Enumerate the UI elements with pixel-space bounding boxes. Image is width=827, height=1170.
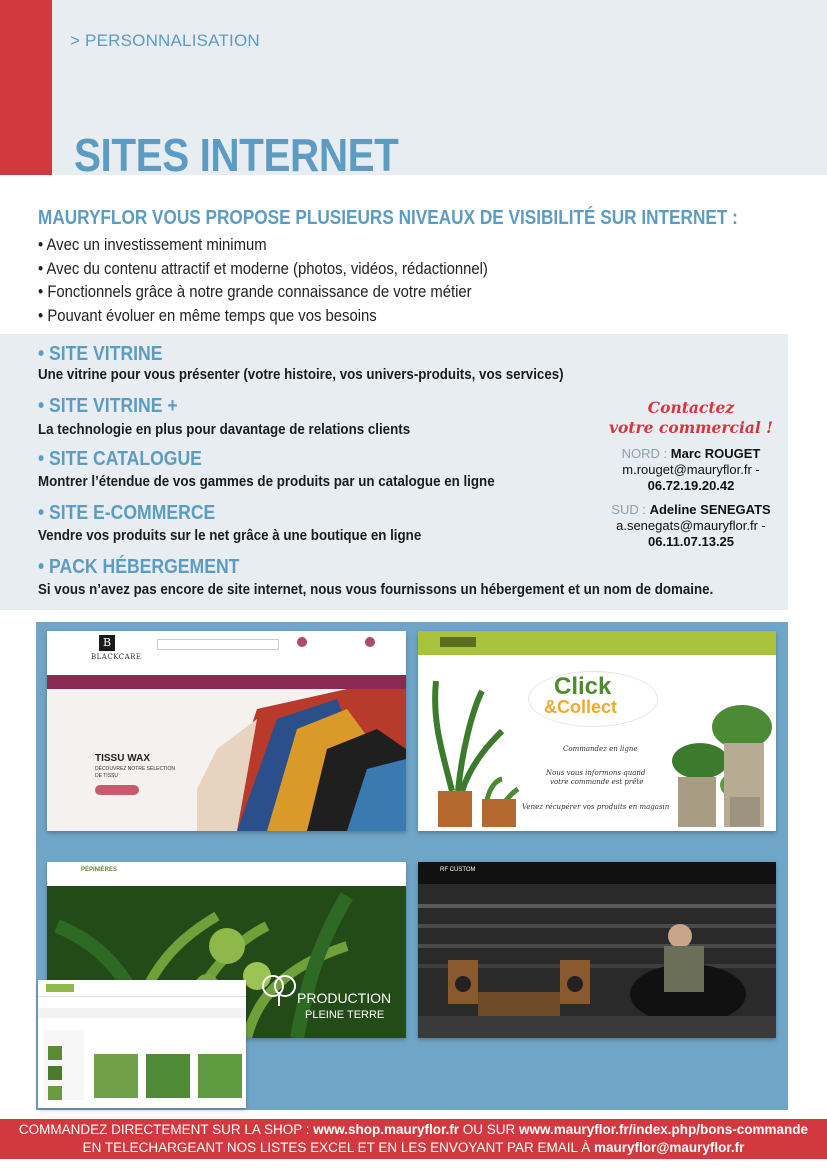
offer-desc: La technologie en plus pour davantage de relations clients <box>38 422 411 438</box>
offer-title: • SITE E-COMMERCE <box>38 502 216 524</box>
site-header <box>47 862 406 886</box>
offer-title: • PACK HÉBERGEMENT <box>38 556 240 578</box>
contact-heading-line: Contactez <box>647 398 735 417</box>
contact-phone[interactable]: 06.11.07.13.25 <box>647 534 735 549</box>
wax-fabric-image <box>197 689 406 831</box>
site-nav-bar <box>47 675 406 689</box>
region-label: NORD : <box>621 446 671 461</box>
site-brand: PÉPINIÈRES <box>81 867 118 873</box>
contact-heading-line: votre commercial ! <box>609 418 773 437</box>
intro-list <box>38 234 538 328</box>
product-thumb <box>48 1046 62 1060</box>
step-text: Nous vous informons quand <box>546 769 646 777</box>
screenshot-gallery <box>36 622 788 1110</box>
footer-line <box>0 1140 827 1155</box>
cart-icon <box>365 637 375 647</box>
site-search-input <box>157 639 279 650</box>
site-nav-bar <box>418 862 776 884</box>
order-forms-link[interactable]: www.mauryflor.fr/index.php/bons-commande <box>519 1122 809 1137</box>
badge-line: Click <box>554 673 612 700</box>
step-text: Venez récupérer vos produits en magasin <box>522 803 670 811</box>
product-image <box>198 1054 242 1098</box>
page-title: SITES INTERNET <box>74 129 399 181</box>
badge-line: &Collect <box>544 697 618 717</box>
phone-icon <box>297 637 307 647</box>
list-item: • Avec un investissement minimum <box>38 236 267 254</box>
product-image <box>146 1054 190 1098</box>
offer-title: • SITE CATALOGUE <box>38 448 202 470</box>
footer-text: COMMANDEZ DIRECTEMENT SUR LA SHOP : <box>18 1122 314 1137</box>
offer-pack-hebergement <box>38 556 772 599</box>
living-room-photo <box>418 884 776 1038</box>
shop-link[interactable]: www.shop.mauryflor.fr <box>313 1122 459 1137</box>
contact-sud <box>596 502 786 518</box>
offer-title: • SITE VITRINE <box>38 343 163 365</box>
contact-name: Adeline SENEGATS <box>649 502 771 517</box>
product-thumb <box>48 1086 62 1100</box>
footer-banner <box>0 1119 827 1159</box>
logo-icon <box>440 637 476 647</box>
contact-email[interactable]: a.senegats@mauryflor.fr - <box>616 518 766 533</box>
screenshot-rf-custom <box>418 862 776 1038</box>
site-brand: RF CUSTOM <box>440 867 476 873</box>
tree-icon <box>259 966 299 1006</box>
logo-icon: B <box>99 635 115 651</box>
list-item: • Fonctionnels grâce à notre grande connaissance de votre métier <box>38 283 472 302</box>
product-image <box>94 1054 138 1098</box>
hero-button <box>95 785 139 795</box>
offer-desc: Une vitrine pour vous présenter (votre histoire, vos univers-produits, vos services) <box>38 367 564 383</box>
footer-text: OU SUR <box>459 1122 520 1137</box>
offer-site-catalogue <box>38 448 534 491</box>
email-link[interactable]: mauryflor@mauryflor.fr <box>593 1140 745 1155</box>
offer-site-e-commerce <box>38 502 455 545</box>
hero-sub: DÉCOUVREZ NOTRE SÉLECTION <box>95 766 176 772</box>
site-brand: BLACKCARE <box>91 653 142 661</box>
list-item: • Avec du contenu attractif et moderne (photos, vidéos, rédactionnel) <box>38 259 488 278</box>
offer-desc: Si vous n’avez pas encore de site internet, nous vous fournissons un hébergement et un nom de domaine. <box>38 582 714 598</box>
screenshot-blackcare <box>47 631 406 831</box>
footer-text: EN TELECHARGEANT NOS LISTES EXCEL ET EN LES ENVOYANT PAR EMAIL À <box>82 1140 594 1155</box>
list-item: • Pouvant évoluer en même temps que vos besoins <box>38 306 377 325</box>
contact-phone[interactable]: 06.72.19.20.42 <box>647 478 735 493</box>
breadcrumb: > PERSONNALISATION <box>70 31 260 50</box>
offer-site-vitrine <box>38 343 609 384</box>
offer-desc: Montrer l’étendue de vos gammes de produits par un catalogue en ligne <box>38 474 495 490</box>
screenshot-catalogue <box>38 980 246 1108</box>
plant-image <box>422 671 522 831</box>
footer-line <box>0 1122 827 1137</box>
logo-icon <box>46 984 74 992</box>
breadcrumb-bar <box>38 1008 246 1018</box>
hero-headline: PLEINE TERRE <box>305 1009 385 1021</box>
step-text: votre commande est prête <box>550 778 644 786</box>
step-text: Commandez en ligne <box>563 745 638 753</box>
contact-heading <box>596 398 786 438</box>
contact-name: Marc ROUGET <box>670 446 761 461</box>
product-thumb <box>48 1066 62 1080</box>
offer-desc: Vendre vos produits sur le net grâce à une boutique en ligne <box>38 528 422 544</box>
red-side-bar <box>0 0 52 175</box>
region-label: SUD : <box>611 502 650 517</box>
intro-heading: MAURYFLOR VOUS PROPOSE PLUSIEURS NIVEAUX DE VISIBILITÉ SUR INTERNET : <box>38 207 738 229</box>
contact-box <box>596 398 786 550</box>
contact-nord <box>596 446 786 462</box>
plant-image <box>670 701 776 831</box>
hero-headline: TISSU WAX <box>95 753 151 764</box>
contact-email[interactable]: m.rouget@mauryflor.fr - <box>622 462 760 477</box>
offer-title: • SITE VITRINE + <box>38 395 178 417</box>
hero-headline: PRODUCTION <box>297 990 392 1006</box>
hero-sub: DE TISSU <box>95 773 118 779</box>
screenshot-click-collect <box>418 631 776 831</box>
offer-site-vitrine-plus <box>38 395 442 439</box>
